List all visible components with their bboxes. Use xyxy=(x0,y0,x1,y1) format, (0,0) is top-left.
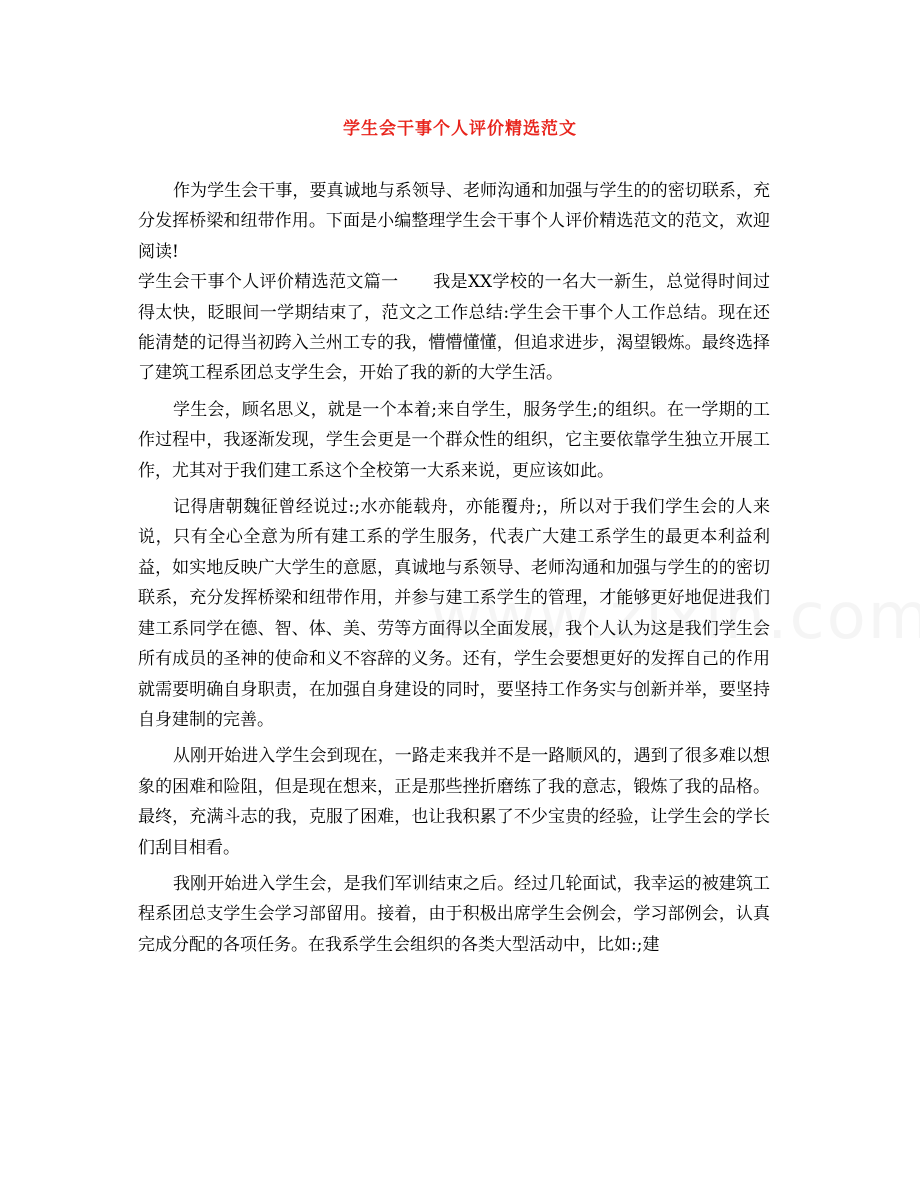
section-paragraph xyxy=(138,267,770,389)
body-paragraph: 从刚开始进入学生会到现在，一路走来我并不是一路顺风的，遇到了很多难以想象的困难和险阻，但是现在想来，正是那些挫折磨练了我的意志，锻炼了我的品格。最终，充满斗志的我，克服了困难，也让我积累了不少宝贵的经验，让学生会的学长们刮目相看。 xyxy=(138,746,770,858)
page-title: 学生会干事个人评价精选范文 xyxy=(343,119,577,139)
section-heading-text: 我是XX学校的一名大一新生，总觉得时间过得太快，眨眼间一学期结束了，范文之工作总结:学生会干事个人工作总结。现在还能清楚的记得当初跨入兰州工专的我，懵懵懂懂，但追求进步，渴望锻炼。最终选择了建筑工程系团总支学生会，开始了我的新的大学生活。 xyxy=(138,272,770,384)
intro-paragraph: 作为学生会干事，要真诚地与系领导、老师沟通和加强与学生的的密切联系，充分发挥桥梁和纽带作用。下面是小编整理学生会干事个人评价精选范文的范文，欢迎阅读! xyxy=(138,181,770,262)
section-heading: 学生会干事个人评价精选范文篇一 xyxy=(138,272,399,293)
document-body xyxy=(138,176,770,960)
body-paragraph: 我刚开始进入学生会，是我们军训结束之后。经过几轮面试，我幸运的被建筑工程系团总支学生会学习部留用。接着，由于积极出席学生会例会，学习部例会，认真完成分配的各项任务。在我系学生会组织的各类大型活动中，比如:;建 xyxy=(138,873,770,955)
body-paragraph: 记得唐朝魏征曾经说过:;水亦能载舟，亦能覆舟;，所以对于我们学生会的人来说，只有全心全意为所有建工系的学生服务，代表广大建工系学生的最更本利益利益，如实地反映广大学生的意愿，真诚地与系领导、老师沟通和加强与学生的的密切联系，充分发挥桥梁和纽带作用，并参与建工系学生的管理，才能够更好地促进我们建工系同学在德、智、体、美、劳等方面得以全面发展，我个人认为这是我们学生会所有成员的圣神的使命和义不容辞的义务。还有，学生会要想更好的发挥自己的作用就需要明确自身职责，在加强自身建设的同时，要坚持工作务实与创新并举，要坚持自身建制的完善。 xyxy=(138,497,770,730)
section-heading-spacer xyxy=(398,272,433,292)
body-paragraph: 学生会，顾名思义，就是一个本着;来自学生，服务学生;的组织。在一学期的工作过程中，我逐渐发现，学生会更是一个群众性的组织，它主要依靠学生独立开展工作，尤其对于我们建工系这个全校第一大系来说，更应该如此。 xyxy=(138,399,770,481)
